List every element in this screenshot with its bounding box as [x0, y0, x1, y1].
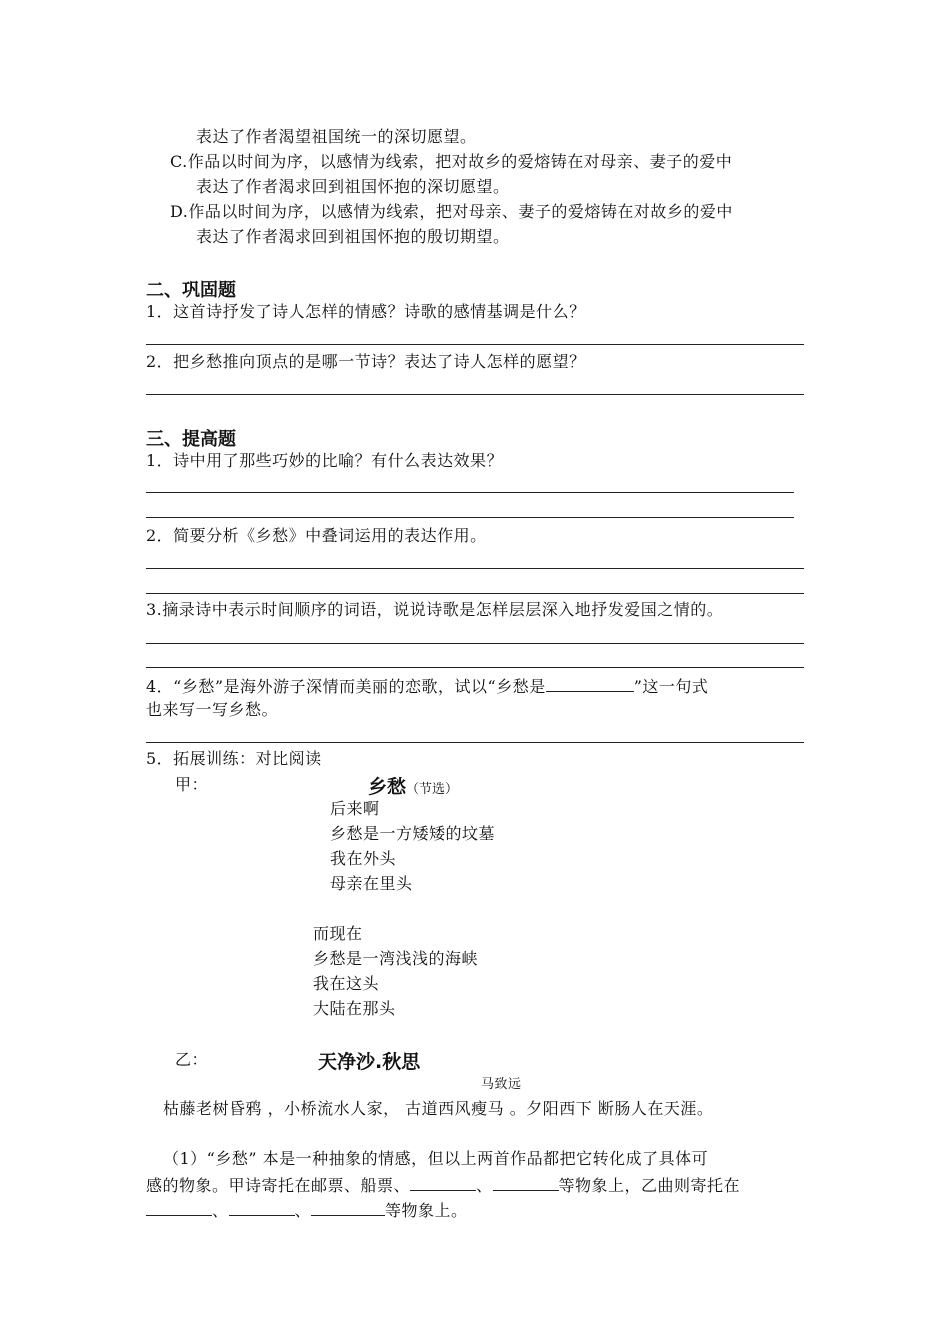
section3-question2: 2．简要分析《乡愁》中叠词运用的表达作用。	[146, 526, 487, 545]
section3-question4-line2: 也来写一写乡愁。	[146, 700, 279, 719]
poem-a-line: 大陆在那头	[313, 999, 396, 1018]
fill-blank[interactable]	[410, 1174, 476, 1191]
question5-1-line3	[146, 1199, 468, 1221]
option-d-line2: 表达了作者渴求回到祖国怀抱的殷切期望。	[196, 227, 510, 246]
question5-1-line1: （1）“乡愁” 本是一种抽象的情感，但以上两首作品都把它转化成了具体可	[163, 1149, 709, 1168]
answer-line[interactable]	[146, 394, 804, 395]
poem-a-title-text: 乡愁	[368, 776, 407, 798]
poem-b-text: 枯藤老树昏鸦 ，小桥流水人家， 古道西风瘦马 。夕阳西下 断肠人在天涯。	[163, 1099, 714, 1118]
fill-blank[interactable]	[229, 1199, 295, 1216]
poem-a-line: 而现在	[313, 924, 363, 943]
question4-blank[interactable]	[546, 675, 634, 692]
question5-1-text-a: 感的物象。甲诗寄托在邮票、船票、	[146, 1176, 411, 1195]
section3-question5: 5．拓展训练：对比阅读	[146, 749, 322, 768]
option-c-line2: 表达了作者渴求回到祖国怀抱的深切愿望。	[196, 177, 510, 196]
answer-line[interactable]	[146, 492, 794, 493]
section3-question4-line1	[146, 675, 708, 697]
poem-a-title	[368, 772, 458, 799]
poem-a-line: 我在外头	[330, 849, 397, 868]
separator: 、	[476, 1176, 493, 1195]
poem-a-subtitle: （节选）	[406, 782, 459, 797]
answer-line[interactable]	[146, 742, 804, 743]
answer-line[interactable]	[146, 568, 804, 569]
section3-question3: 3.摘录诗中表示时间顺序的词语，说说诗歌是怎样层层深入地抒发爱国之情的。	[146, 600, 724, 619]
question4-text-a: 4．“乡愁”是海外游子深情而美丽的恋歌，试以“乡愁是	[146, 677, 546, 696]
poem-b-author: 马致远	[481, 1077, 522, 1092]
fill-blank[interactable]	[311, 1199, 385, 1216]
option-b-continuation: 表达了作者渴望祖国统一的深切愿望。	[196, 127, 477, 146]
section2-heading: 二、巩固题	[146, 280, 236, 301]
fill-blank[interactable]	[493, 1174, 559, 1191]
option-c-line1: C.作品以时间为序，以感情为线索，把对故乡的爱熔铸在对母亲、妻子的爱中	[170, 152, 733, 171]
answer-line[interactable]	[146, 593, 804, 594]
question4-text-b: ”这一句式	[633, 677, 709, 696]
poem-a-line: 后来啊	[330, 799, 380, 818]
section3-heading: 三、提高题	[146, 429, 236, 450]
separator: 、	[212, 1201, 229, 1220]
answer-line[interactable]	[146, 517, 794, 518]
poem-a-line: 我在这头	[313, 974, 380, 993]
answer-line[interactable]	[146, 643, 804, 644]
separator: 、	[294, 1201, 312, 1220]
question5-1-text-end: 等物象上。	[385, 1201, 468, 1220]
fill-blank[interactable]	[146, 1199, 212, 1216]
section2-question2: 2．把乡愁推向顶点的是哪一节诗？表达了诗人怎样的愿望？	[146, 352, 586, 371]
section2-question1: 1．这首诗抒发了诗人怎样的情感？诗歌的感情基调是什么？	[146, 302, 586, 321]
poem-a-line: 乡愁是一方矮矮的坟墓	[330, 824, 496, 843]
poem-b-label: 乙：	[175, 1050, 209, 1069]
section3-question1: 1．诗中用了那些巧妙的比喻？有什么表达效果？	[146, 451, 504, 470]
answer-line[interactable]	[146, 344, 804, 345]
option-d-line1: D.作品以时间为序，以感情为线索，把对母亲、妻子的爱熔铸在对故乡的爱中	[170, 202, 733, 221]
poem-b-title: 天净沙.秋思	[318, 1051, 421, 1073]
question5-1-line2	[146, 1174, 740, 1196]
poem-a-line: 母亲在里头	[330, 874, 413, 893]
question5-1-text-b: 等物象上，乙曲则寄托在	[558, 1176, 741, 1195]
answer-line[interactable]	[146, 667, 804, 668]
poem-a-line: 乡愁是一湾浅浅的海峡	[313, 949, 479, 968]
poem-a-label: 甲：	[175, 775, 209, 794]
